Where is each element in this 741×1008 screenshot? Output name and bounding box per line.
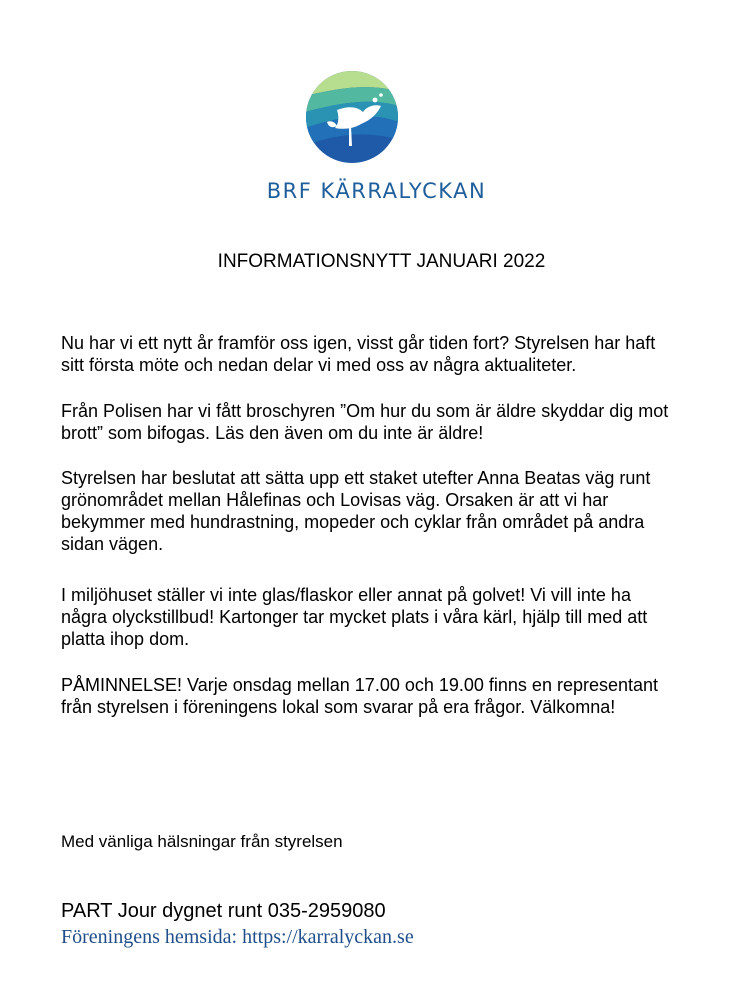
logo [0, 70, 741, 164]
paragraph-intro: Nu har vi ett nytt år framför oss igen, visst går tiden fort? Styrelsen har haft sitt första möte och nedan delar vi med oss av några aktualiteter. [61, 333, 656, 375]
emergency-jour-line: PART Jour dygnet runt 035-2959080 [61, 900, 386, 922]
paragraph-fence: Styrelsen har beslutat att sätta upp ett staket utefter Anna Beatas väg runt grönområdet mellan Hålefinas och Lovisas väg. Orsaken är att vi har bekymmer med hundrastning, mopeder och cyklar från området på andra sidan vägen. [61, 468, 651, 554]
brand-name: BRF KÄRRALYCKAN [266, 179, 487, 203]
document-title: INFORMATIONSNYTT JANUARI 2022 [217, 251, 546, 272]
paragraph-police-brochure: Från Polisen har vi fått broschyren ”Om hur du som är äldre skyddar dig mot brott” som bifogas. Läs den även om du inte är äldre! [61, 401, 669, 443]
paragraph-recycling: I miljöhuset ställer vi inte glas/flaskor eller annat på golvet! Vi vill inte ha några olyckstillbud! Kartonger tar mycket plats i våra kärl, hjälp till med att platta ihop dom. [61, 585, 648, 649]
website-link[interactable]: Föreningens hemsida: https://karralyckan.se [61, 926, 414, 948]
closing-greeting: Med vänliga hälsningar från styrelsen [61, 832, 343, 851]
flower-logo-icon [305, 70, 399, 164]
paragraph-reminder: PÅMINNELSE! Varje onsdag mellan 17.00 och 19.00 finns en representant från styrelsen i föreningens lokal som svarar på era frågor. Välkomna! [61, 675, 659, 717]
